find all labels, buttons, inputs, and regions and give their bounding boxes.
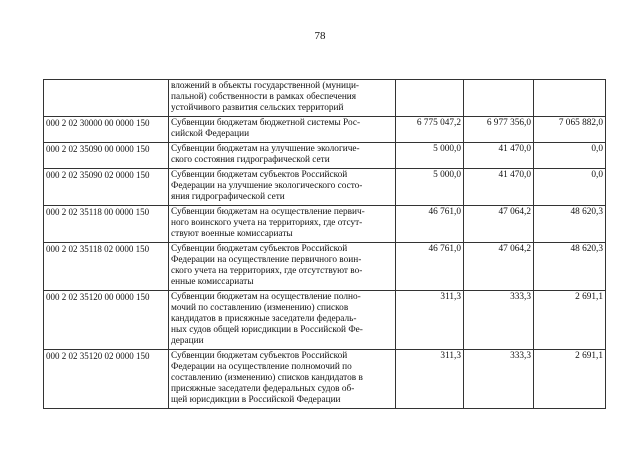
budget-code-cell: 000 2 02 35118 02 0000 150 [44,243,169,291]
description-line: яния гидрографической сети [171,192,285,202]
budget-code-cell: 000 2 02 35120 00 0000 150 [44,291,169,350]
description-line: Субвенции бюджетам на улучшение экологиче- [171,144,360,154]
amount-year-3-cell: 48 620,3 [534,206,606,243]
amount-year-1-cell: 311,3 [396,291,464,350]
amount-year-2-cell: 41 470,0 [464,169,534,206]
budget-code-cell: 000 2 02 35118 00 0000 150 [44,206,169,243]
amount-year-3-cell: 2 691,1 [534,350,606,409]
amount-year-2-cell: 6 977 356,0 [464,117,534,143]
description-line: ствуют военные комиссариаты [171,229,293,239]
description-line: енные комиссариаты [171,277,254,287]
amount-year-1-cell: 46 761,0 [396,243,464,291]
description-line: Субвенции бюджетам субъектов Российской [171,351,348,361]
budget-code-cell: 000 2 02 30000 00 0000 150 [44,117,169,143]
description-line: Субвенции бюджетам субъектов Российской [171,244,348,254]
description-line: составлению (изменению) списков кандидатов в [171,373,363,383]
description-line: Субвенции бюджетам субъектов Российской [171,170,348,180]
amount-year-1-cell: 5 000,0 [396,169,464,206]
amount-year-1-cell: 6 775 047,2 [396,117,464,143]
description-line: кандидатов в присяжные заседатели федераль- [171,314,357,324]
description-cell [169,169,396,206]
description-line: Федерации на осуществление полномочий по [171,362,352,372]
amount-year-2-cell [464,80,534,117]
description-line: ского состояния гидрографической сети [171,155,330,165]
budget-code-cell: 000 2 02 35120 02 0000 150 [44,350,169,409]
table-row [44,350,606,409]
table-row [44,143,606,169]
budget-revenue-table [43,79,606,409]
description-line: дерации [171,336,204,346]
description-cell [169,80,396,117]
amount-year-2-cell: 47 064,2 [464,243,534,291]
description-line: устойчивого развития сельских территорий [171,103,344,113]
amount-year-1-cell: 311,3 [396,350,464,409]
amount-year-3-cell [534,80,606,117]
description-line: ского учета на территориях, где отсутствуют во- [171,266,363,276]
budget-code-cell: 000 2 02 35090 02 0000 150 [44,169,169,206]
description-cell [169,143,396,169]
description-line: Субвенции бюджетам бюджетной системы Рос- [171,118,361,128]
description-line: мочий по составлению (изменению) списков [171,303,349,313]
table-row [44,169,606,206]
description-line: Федерации на улучшение экологического состо- [171,181,363,191]
description-line: Субвенции бюджетам на осуществление полно- [171,292,361,302]
table-row [44,80,606,117]
amount-year-3-cell: 48 620,3 [534,243,606,291]
description-line: присяжные заседатели федеральных судов об- [171,384,355,394]
amount-year-3-cell: 0,0 [534,143,606,169]
description-line: вложений в объекты государственной (муници- [171,81,360,91]
budget-code-cell [44,80,169,117]
table-body [44,80,606,409]
description-line: ных судов общей юрисдикции в Российской Фе- [171,325,363,335]
description-cell [169,243,396,291]
amount-year-2-cell: 333,3 [464,350,534,409]
amount-year-3-cell: 7 065 882,0 [534,117,606,143]
amount-year-3-cell: 0,0 [534,169,606,206]
amount-year-2-cell: 333,3 [464,291,534,350]
table-row [44,291,606,350]
description-cell [169,350,396,409]
description-cell [169,206,396,243]
amount-year-1-cell: 5 000,0 [396,143,464,169]
description-line: Федерации на осуществление первичного воин- [171,255,362,265]
page-number: 78 [314,30,326,42]
amount-year-2-cell: 41 470,0 [464,143,534,169]
description-cell [169,117,396,143]
description-line: щей юрисдикции в Российской Федерации [171,395,341,405]
amount-year-2-cell: 47 064,2 [464,206,534,243]
description-line: сийской Федерации [171,129,250,139]
amount-year-1-cell [396,80,464,117]
description-line: Субвенции бюджетам на осуществление первич- [171,207,365,217]
amount-year-1-cell: 46 761,0 [396,206,464,243]
budget-code-cell: 000 2 02 35090 00 0000 150 [44,143,169,169]
description-line: ного воинского учета на территориях, где отсут- [171,218,363,228]
table-row [44,243,606,291]
amount-year-3-cell: 2 691,1 [534,291,606,350]
table-row [44,206,606,243]
description-cell [169,291,396,350]
description-line: пальной) собственности в рамках обеспечения [171,92,357,102]
table-row [44,117,606,143]
